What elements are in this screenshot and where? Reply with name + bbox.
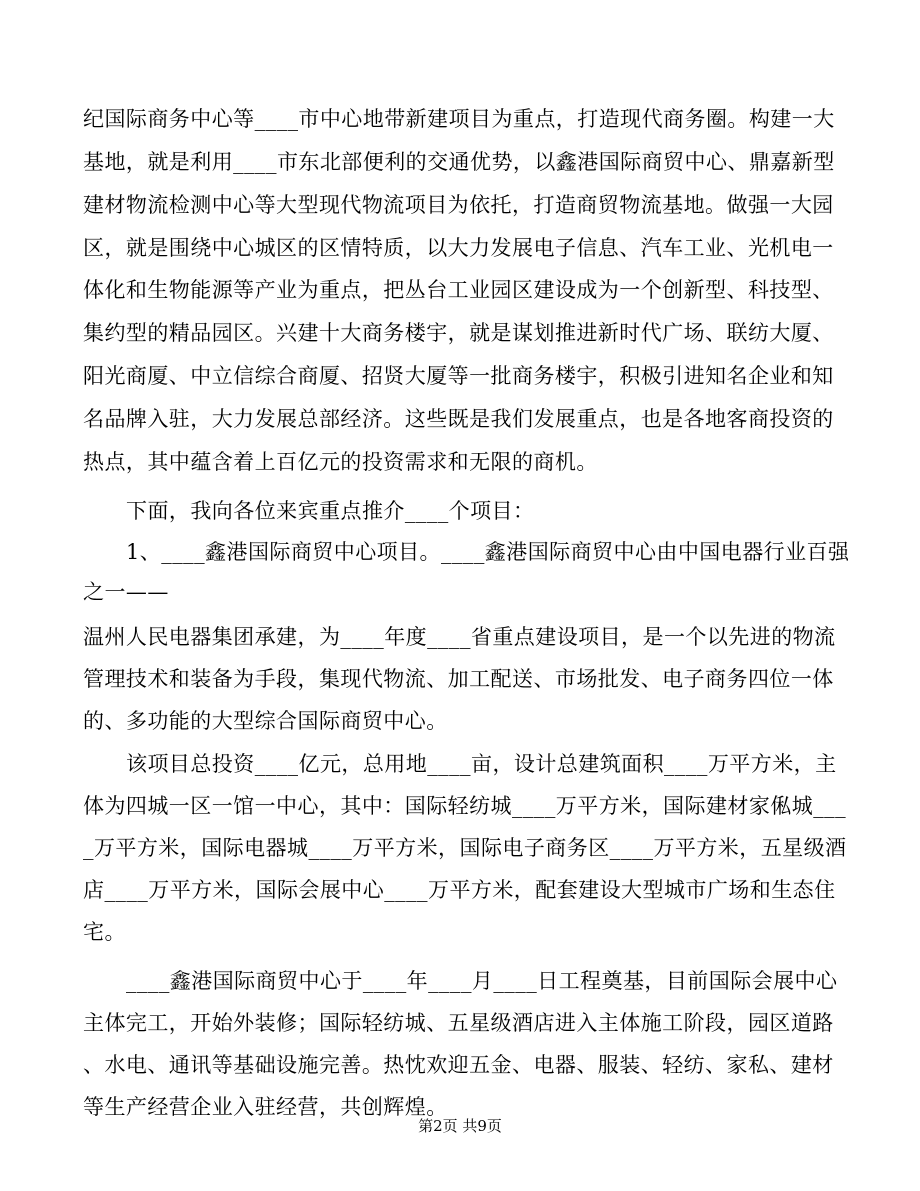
page-number-footer: 第2页 共9页 (418, 1117, 502, 1135)
body-text-line: 集约型的精品园区。兴建十大商务楼宇，就是谋划推进新时代广场、联纺大厦、 (83, 321, 834, 345)
body-text-line: 、水电、通讯等基础设施完善。热忱欢迎五金、电器、服装、轻纺、家私、建材 (83, 1053, 834, 1077)
body-text-line: 管理技术和装备为手段，集现代物流、加工配送、市场批发、电子商务四位一体 (83, 667, 834, 691)
body-text-line: 名品牌入驻，大力发展总部经济。这些既是我们发展重点，也是各地客商投资的 (83, 407, 834, 431)
paragraph-investment-line: 该项目总投资____亿元，总用地____亩，设计总建筑面积____万平方米，主 (126, 752, 837, 776)
body-text-line: 体为四城一区一馆一中心，其中：国际轻纺城____万平方米，国际建材家俬城___ (83, 794, 847, 818)
body-text-line: _万平方米，国际电器城____万平方米，国际电子商务区____万平方米，五星级酒 (83, 836, 847, 860)
body-text-line: 阳光商厦、中立信综合商厦、招贤大厦等一批商务楼宇，积极引进知名企业和知 (83, 364, 834, 388)
paragraph-intro-line: 下面，我向各位来宾重点推介____个项目： (126, 499, 535, 523)
body-text-line: 建材物流检测中心等大型现代物流项目为依托，打造商贸物流基地。做强一大园 (83, 193, 834, 217)
body-text-line: 纪国际商务中心等____市中心地带新建项目为重点，打造现代商务圈。构建一大 (83, 107, 835, 131)
body-text-line: 宅。 (83, 920, 126, 944)
body-text-line: 温州人民电器集团承建，为____年度____省重点建设项目，是一个以先进的物流 (83, 625, 836, 649)
body-text-line: 主体完工，开始外装修；国际轻纺城、五星级酒店进入主体施工阶段，园区道路 (83, 1011, 834, 1035)
body-text-line: 基地，就是利用____市东北部便利的交通优势，以鑫港国际商贸中心、鼎嘉新型 (83, 150, 835, 174)
body-text-line: 热点，其中蕴含着上百亿元的投资需求和无限的商机。 (83, 450, 598, 474)
body-text-line: 店____万平方米，国际会展中心____万平方米，配套建设大型城市广场和生态住 (83, 878, 836, 902)
body-text-line: 体化和生物能源等产业为重点，把丛台工业园区建设成为一个创新型、科技型、 (83, 278, 834, 302)
body-text-line: 区，就是围绕中心城区的区情特质，以大力发展电子信息、汽车工业、光机电一 (83, 236, 834, 260)
body-text-line: 的、多功能的大型综合国际商贸中心。 (83, 709, 448, 733)
body-text-line: 之一—— (83, 580, 169, 604)
project-heading-line: 1、____鑫港国际商贸中心项目。____鑫港国际商贸中心由中国电器行业百强 (126, 540, 850, 564)
paragraph-progress-line: ____鑫港国际商贸中心于____年____月____日工程奠基，目前国际会展中心 (126, 969, 838, 993)
body-text-line: 等生产经营企业入驻经营，共创辉煌。 (83, 1095, 448, 1119)
